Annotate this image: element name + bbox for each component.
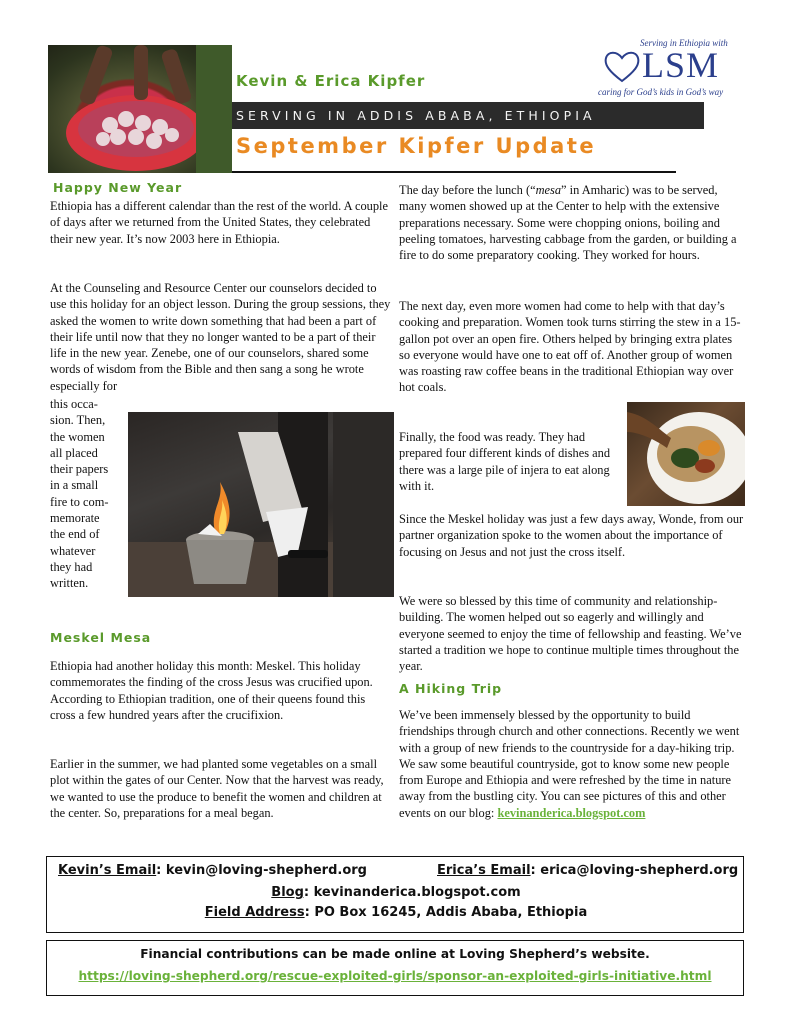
erica-email-line [437,863,738,878]
paragraph: Finally, the food was ready. They had prepared four different kinds of dishes and there was a large pile of injera to eat along with it. [399,430,611,493]
field-address-line [47,905,745,920]
field-address: PO Box 16245, Addis Ababa, Ethiopia [314,905,588,920]
wrap-line: this occa- [50,397,98,411]
erica-email[interactable]: erica@loving-shepherd.org [540,863,739,878]
colon: : [304,905,315,920]
blog-label: Blog [271,885,304,900]
onion-bowl-illustration [48,45,232,173]
wrapped-paragraph-lines [50,396,130,592]
blog-link[interactable]: kevinanderica.blogspot.com [497,805,646,820]
fire-ceremony-illustration [128,412,394,597]
text-span: We’ve been immensely blessed by the opportunity to build friendships through church and other connections. Recently we went with a group of new friends to the countryside for a day-hiking trip. We saw some beautiful countryside, got to know some new people from Europe and Ethiopia and were refreshed by the time in nature away from the bustling city. You can see pictures of this and other events on our blog: [399,708,740,820]
wrap-line: in a small [50,478,99,493]
wrap-line: written. [50,576,89,591]
food-plate-illustration [627,402,745,506]
paragraph-mesa-preparation [399,182,744,263]
colon: : [530,863,541,878]
wrap-line: the end of [50,527,100,542]
wrap-line: all placed [50,445,98,460]
erica-email-label: Erica’s Email [437,863,531,878]
location-banner: SERVING IN ADDIS ABABA, ETHIOPIA [232,102,704,129]
heading-happy-new-year: Happy New Year [53,180,183,195]
text-emphasis: mesa [535,183,562,197]
paragraph: Since the Meskel holiday was just a few days away, Wonde, from our partner organization spoke to the women about the importance of focusing on Jesus and not just the cross itself. [399,512,744,559]
kevin-email-line [58,863,367,878]
paragraph: At the Counseling and Resource Center our counselors decided to use this holiday for an object lesson. During the group sessions, they asked the women to write down something that had been a part of their life until now that they no longer wanted to be a part of their life in the new year. Zenebe, one of our counselors, shared some words of wisdom from the Bible and then sang a song he wrote especially for [50,281,391,393]
logo-tagline-bottom: caring for God’s kids in God’s way [598,87,724,97]
logo-wordmark: LSM [642,45,720,85]
wrap-line: they had [50,559,93,574]
heading-hiking-trip: A Hiking Trip [399,681,503,696]
heading-meskel-mesa: Meskel Mesa [50,630,152,645]
wrap-line: fire to com- [50,494,109,509]
paragraph: The next day, even more women had come to help with that day’s cooking and preparation. Women took turns stirring the stew in a 15-gallon pot over an open fire. Others helped by bringing extra plates so everyone would have one to eat off of. Another group of women was roasting raw coffee beans in the traditional Ethiopian way over hot coals. [399,299,741,395]
paragraph-hiking [399,707,744,821]
wrap-line: whatever [50,543,96,558]
paragraph: Ethiopia has a different calendar than the rest of the world. A couple of days after we returned from the United States, they celebrated their new year. It’s now 2003 here in Ethiopia. [50,199,388,246]
wrap-line: sion. Then, [50,413,106,428]
lsm-logo [596,38,748,102]
kevin-email-label: Kevin’s Email [58,863,157,878]
logo-tagline-top: Serving in Ethiopia with [640,38,728,48]
donation-link[interactable]: https://loving-shepherd.org/rescue-exploited-girls/sponsor-an-exploited-girls-initiative.html [78,969,712,983]
finance-text: Financial contributions can be made online at Loving Shepherd’s website. [140,947,650,961]
colon: : [156,863,166,878]
kevin-email[interactable]: kevin@loving-shepherd.org [165,863,367,878]
wrap-line: their papers [50,462,109,477]
text-span: ” in Amharic) was to be served, many women showed up at the Center to help with the extensive preparations necessary. Some were chopping onions, boiling and peeling tomatoes, harvesting cabbage from the garden, or building a fire to do some preparatory cooking. They worked for hours. [399,183,737,263]
wrap-line: memorate [50,511,100,526]
wrap-line: the women [50,429,105,444]
text-span: The day before the lunch (“ [399,183,536,197]
blog-address[interactable]: kevinanderica.blogspot.com [313,885,521,900]
field-address-label: Field Address [204,905,305,920]
newsletter-title: September Kipfer Update [236,134,597,158]
paragraph: Earlier in the summer, we had planted some vegetables on a small plot within the gates of our Center. Now that the harvest was ready, we wanted to use the produce to benefit the women and children at the center. So, preparations for a meal began. [50,757,384,820]
blog-line [47,885,745,900]
paragraph: Ethiopia had another holiday this month: Meskel. This holiday commemorates the finding of the cross Jesus was crucified upon. According to Ethiopian tradition, one of their queens found this cross a few hundred years after the crucifixion. [50,659,373,722]
author-names: Kevin & Erica Kipfer [236,72,426,90]
contact-box [46,856,744,933]
colon: : [303,885,314,900]
header-photo-onions [48,45,232,173]
heart-icon [602,48,642,84]
finance-box [46,940,744,996]
photo-fire-ceremony [128,412,394,597]
photo-food-plate [627,402,745,506]
paragraph: We were so blessed by this time of community and relationship-building. The women helped out so eagerly and willingly and everyone seemed to enjoy the time of fellowship and feasting. We’ve started a tradition we hope to continue multiple times throughout the year. [399,594,742,674]
title-divider [232,171,676,173]
